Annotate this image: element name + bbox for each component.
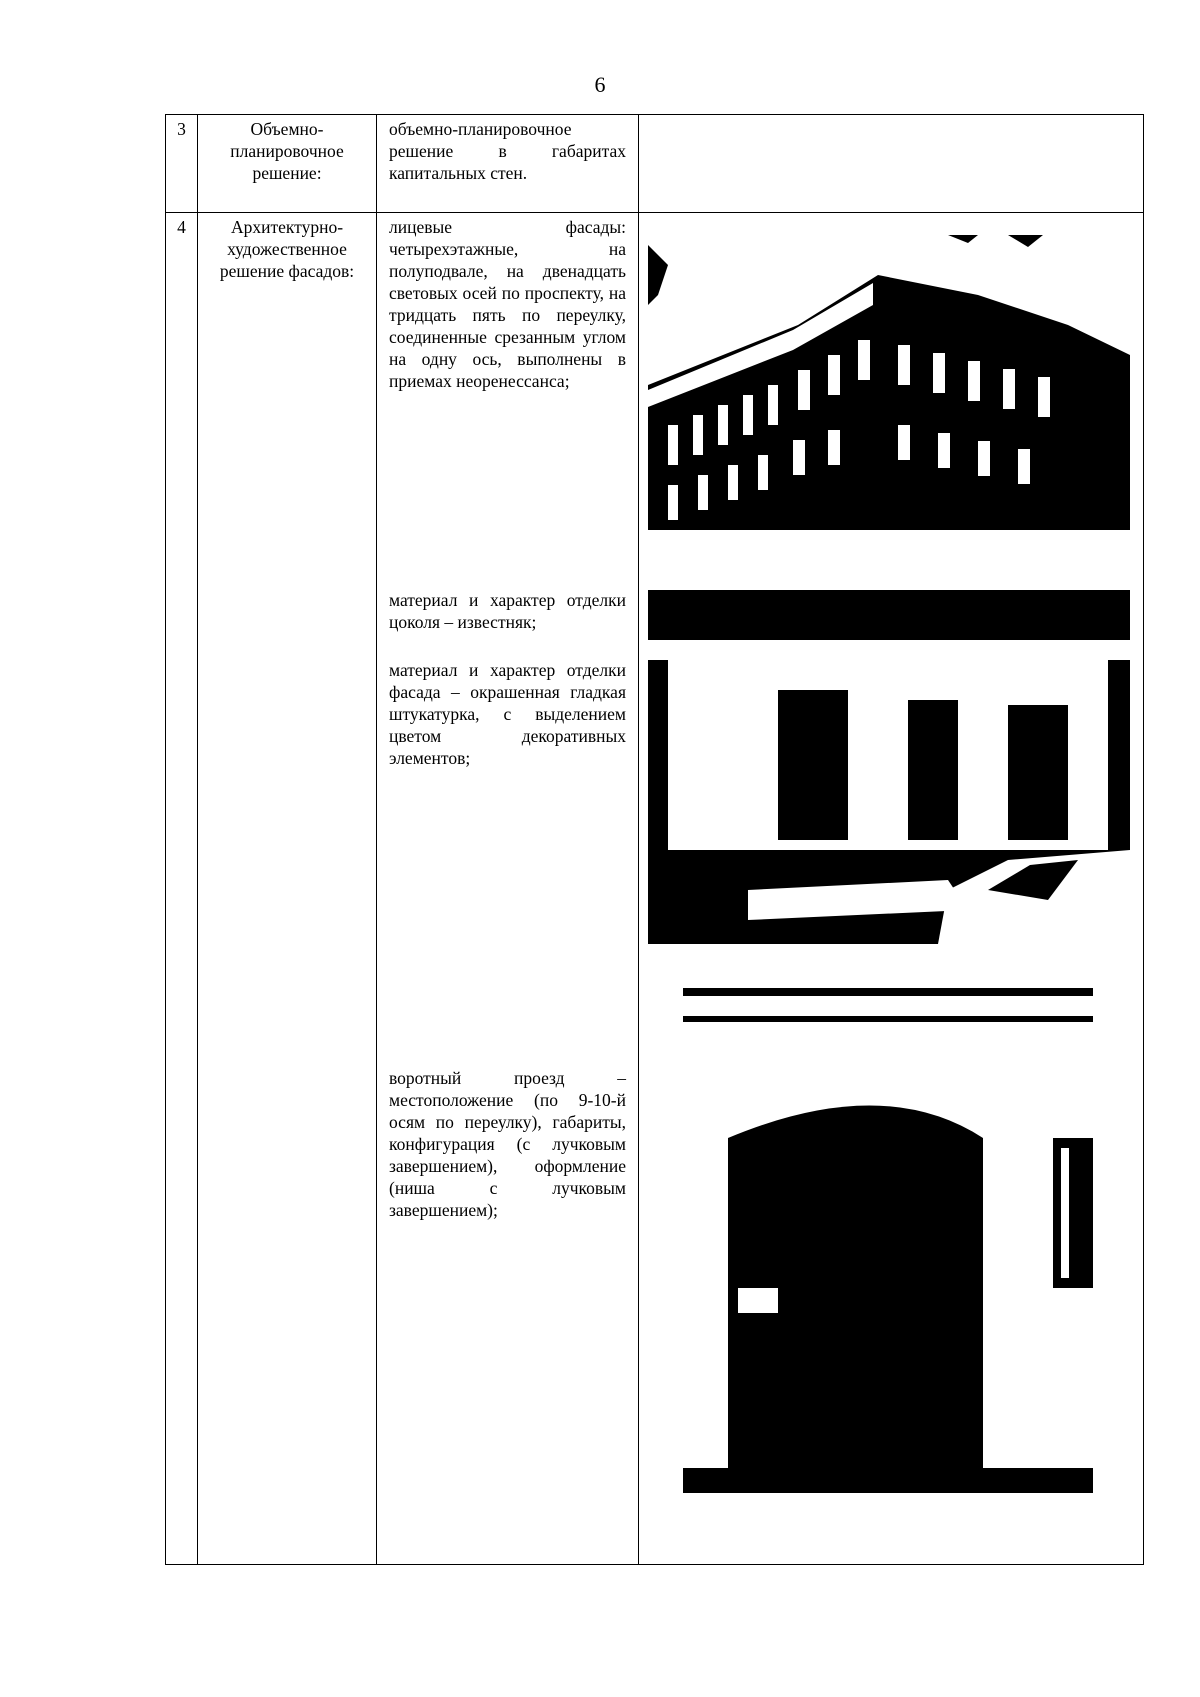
description-text: объемно-планировочное решение в габаритах капитальных стен. — [389, 119, 626, 183]
table-row — [166, 115, 1144, 213]
building-facade-photo — [648, 235, 1130, 544]
row-number: 3 — [166, 115, 198, 213]
table-row — [166, 213, 1144, 1565]
row-number: 4 — [166, 213, 198, 1565]
row-description — [377, 213, 639, 1565]
row-title: Объемно-планировочное решение: — [198, 115, 377, 213]
plinth-description: материал и характер отделки цоколя – известняк; — [389, 590, 626, 632]
gateway-description: воротный проезд – местоположение (по 9-10-й осям по переулку), габариты, конфигурация (с лучковым завершением), оформление (ниша с лучковым завершением); — [389, 1068, 626, 1220]
photo-cell-empty — [639, 115, 1144, 213]
page-number: 6 — [594, 72, 606, 97]
row-title: Архитектурно-художественное решение фасадов: — [198, 213, 377, 1565]
facade-description: лицевые фасады: четырехэтажные, на полуподвале, на двенадцать световых осей по проспекту, на тридцать пять по переулку, соединенные срезанным углом на одну ось, выполнены в приемах неоренессанса; — [389, 217, 626, 391]
facade-finish-description: материал и характер отделки фасада – окрашенная гладкая штукатурка, с выделением цветом декоративных элементов; — [389, 660, 626, 768]
row-description — [377, 115, 639, 213]
plinth-facade-photo — [648, 590, 1130, 944]
heritage-table — [165, 114, 1144, 1565]
photo-cell — [639, 213, 1144, 1565]
gateway-arch-photo — [683, 988, 1093, 1493]
